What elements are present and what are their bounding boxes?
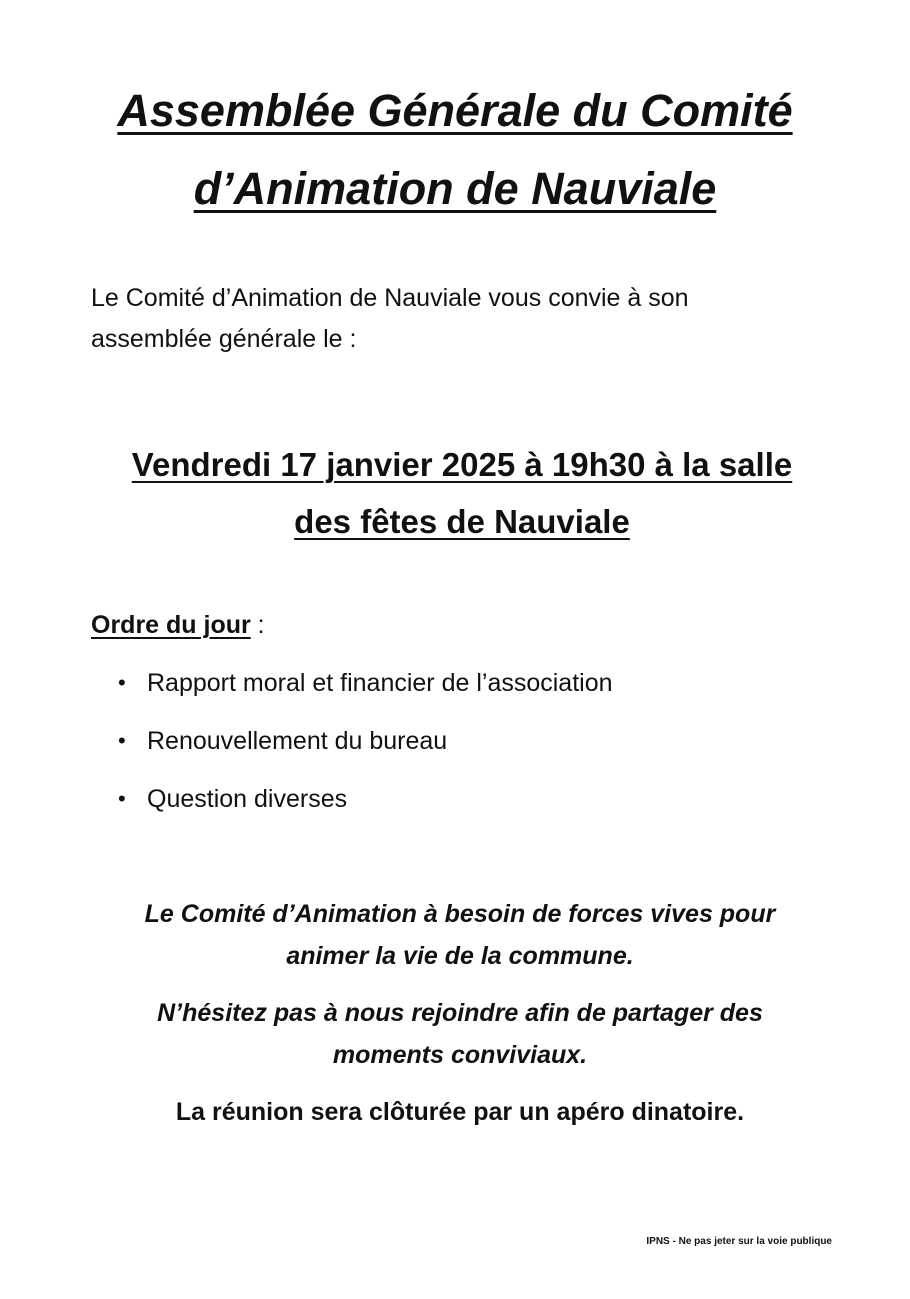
bullet-icon: • xyxy=(118,670,126,695)
invitation-line-1: Le Comité d’Animation de Nauviale vous convie à son xyxy=(91,284,689,312)
agenda-item xyxy=(118,723,613,781)
agenda-heading-label: Ordre du jour xyxy=(91,611,251,639)
footer-notice: IPNS - Ne pas jeter sur la voie publique xyxy=(646,1236,832,1247)
appeal-p2-line-1: N’hésitez pas à nous rejoindre afin de partager des xyxy=(157,999,763,1027)
agenda-item-text: Question diverses xyxy=(147,785,348,813)
appeal-paragraph-1 xyxy=(60,893,860,977)
agenda-item xyxy=(118,781,613,839)
appeal-p2-line-2: moments conviviaux. xyxy=(332,1041,588,1069)
agenda-item-text: Renouvellement du bureau xyxy=(147,727,448,755)
event-date-location xyxy=(80,436,844,550)
agenda-heading-colon: : xyxy=(250,611,265,639)
event-date-line-1: Vendredi 17 janvier 2025 à 19h30 à la salle xyxy=(131,446,793,483)
agenda-heading xyxy=(91,607,265,643)
title-line-1: Assemblée Générale du Comité xyxy=(117,85,793,136)
appeal-paragraph-2 xyxy=(60,992,860,1076)
page-title xyxy=(60,72,850,228)
appeal-paragraph-3: La réunion sera clôturée par un apéro dinatoire. xyxy=(175,1098,745,1126)
call-to-action xyxy=(60,893,860,1148)
invitation-text xyxy=(91,278,811,360)
title-line-2: d’Animation de Nauviale xyxy=(193,163,717,214)
agenda-list xyxy=(118,665,613,839)
appeal-p1-line-1: Le Comité d’Animation à besoin de forces vives pour xyxy=(144,900,776,928)
bullet-icon: • xyxy=(118,728,126,753)
appeal-p1-line-2: animer la vie de la commune. xyxy=(286,942,634,970)
agenda-item-text: Rapport moral et financier de l’association xyxy=(147,669,613,697)
bullet-icon: • xyxy=(118,786,126,811)
invitation-line-2: assemblée générale le : xyxy=(91,325,357,353)
agenda-item xyxy=(118,665,613,723)
event-date-line-2: des fêtes de Nauviale xyxy=(294,503,630,540)
